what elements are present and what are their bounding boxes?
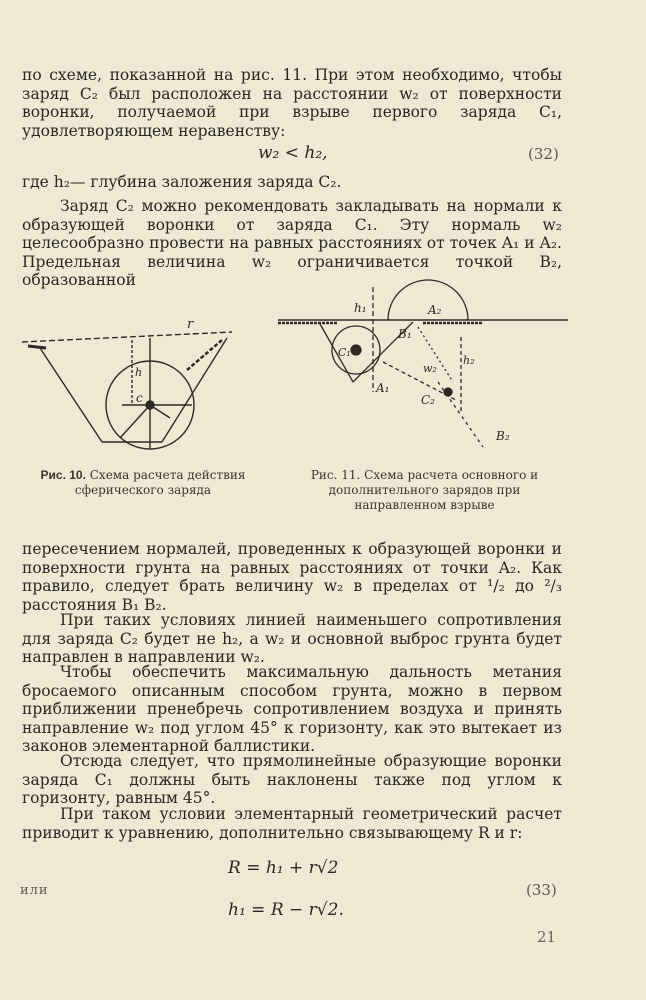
label-b2: B₂ bbox=[496, 429, 510, 443]
figure-10-caption-text: Схема расчета действия сферического заряда bbox=[74, 468, 246, 497]
label-c: c bbox=[136, 391, 143, 405]
crater-left-slope bbox=[40, 348, 102, 442]
paragraph-3: Заряд C₂ можно рекомендовать закладывать на нормали к образующей воронки от заряда C₁. Эту нормаль w₂ целесообразно провести на равных расстояниях от точек A₁ и A₂. Предельная величина w₂ ограничивается точкой B₂, образованной bbox=[22, 197, 562, 289]
label-h2: h₂ bbox=[463, 354, 475, 367]
label-a1: A₁ bbox=[376, 381, 390, 395]
figure-10-caption bbox=[18, 468, 268, 498]
label-h1: h₁ bbox=[354, 301, 367, 315]
equation-33b: h₁ = R − r√2. bbox=[228, 900, 344, 920]
paragraph-2: где h₂— глубина заложения заряда C₂. bbox=[22, 173, 342, 191]
paragraph-7: Отсюда следует, что прямолинейные образующие воронки заряда C₁ должны быть наклонены также под углом к горизонту, равным 45°. bbox=[22, 752, 562, 807]
label-w2: w₂ bbox=[423, 362, 437, 375]
figure-11 bbox=[278, 282, 568, 462]
figure-10-caption-number: Рис. 10. bbox=[40, 468, 86, 482]
figure-11-caption: Рис. 11. Схема расчета основного и дополнительного зарядов при направленном взрыве bbox=[310, 468, 539, 512]
charge-point bbox=[146, 401, 154, 409]
equation-32: w₂ < h₂, bbox=[258, 143, 328, 163]
paragraph-5: При таких условиях линией наименьшего сопротивления для заряда C₂ будет не h₂, а w₂ и основной выброс грунта будет направлен в направлении w₂. bbox=[22, 611, 562, 666]
label-b1: B₁ bbox=[398, 327, 412, 341]
page-number: 21 bbox=[537, 928, 557, 946]
paragraph-8: При таком условии элементарный геометрический расчет приводит к уравнению, дополнительно связывающему R и r: bbox=[22, 805, 562, 842]
charge-c1-point bbox=[351, 345, 361, 355]
label-h: h bbox=[135, 366, 143, 379]
equation-33-number: (33) bbox=[526, 881, 557, 899]
ground-surface-line bbox=[22, 332, 232, 342]
or-word: или bbox=[20, 883, 49, 898]
equation-33a: R = h₁ + r√2 bbox=[228, 858, 339, 878]
label-r: r bbox=[187, 317, 194, 332]
label-a2: A₂ bbox=[428, 303, 442, 317]
paragraph-4: пересечением нормалей, проведенных к образующей воронки и поверхности грунта на равных расстояниях от точки A₂. Как правило, следует брать величину w₂ в пределах от ¹/₂ до ²/₃ расстояния B₁ B₂. bbox=[22, 540, 562, 614]
label-c2: C₂ bbox=[421, 393, 435, 407]
charge-c2-point bbox=[444, 388, 452, 396]
paragraph-1: по схеме, показанной на рис. 11. При этом необходимо, чтобы заряд C₂ был расположен на расстоянии w₂ от поверхности воронки, получаемой при взрыве первого заряда C₁, удовлетворяющем неравенству: bbox=[22, 66, 562, 140]
equation-32-number: (32) bbox=[528, 145, 559, 163]
label-c1: C₁ bbox=[338, 346, 351, 359]
paragraph-6: Чтобы обеспечить максимальную дальность метания бросаемого описанным способом грунта, можно в первом приближении пренебречь сопротивлением воздуха и принять направление w₂ под углом 45° к горизонту, как это вытекает из законов элементарной баллистики. bbox=[22, 663, 562, 755]
crater-right-slope bbox=[162, 338, 227, 442]
figure-10 bbox=[22, 310, 262, 460]
